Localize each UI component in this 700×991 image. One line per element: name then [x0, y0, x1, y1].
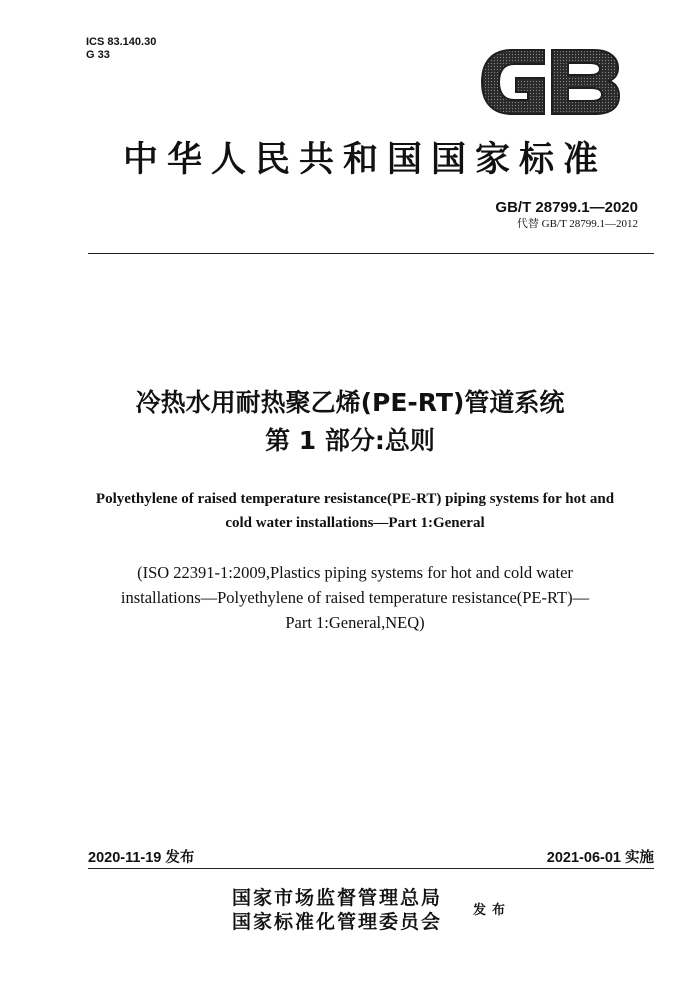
- chinese-title: [40, 384, 660, 460]
- gb-logo-icon: [478, 44, 622, 120]
- issuing-organizations: [232, 886, 442, 934]
- chinese-title-line1: 冷热水用耐热聚乙烯(PE-RT)管道系统: [135, 388, 565, 417]
- chinese-title-line2: 第 1 部分:总则: [265, 426, 435, 455]
- ccs-code: G 33: [86, 49, 110, 61]
- iso-reference-line1: (ISO 22391-1:2009,Plastics piping systems for hot and cold water: [137, 563, 573, 582]
- page-title: 中华人民共和国国家标准: [122, 139, 607, 180]
- publish-label: 发布: [473, 903, 512, 918]
- issuer-sac: 国家标准化管理委员会: [232, 911, 443, 933]
- standard-number: GB/T 28799.1—2020: [495, 199, 638, 216]
- bottom-divider: [88, 868, 654, 869]
- english-title: [40, 487, 670, 535]
- issuer-samr: 国家市场监督管理总局: [232, 887, 443, 909]
- english-title-line1: Polyethylene of raised temperature resistance(PE-RT) piping systems for hot and: [95, 491, 615, 507]
- iso-reference-line3: Part 1:General,NEQ): [285, 613, 425, 632]
- english-title-line2: cold water installations—Part 1:General: [225, 515, 485, 531]
- replaces-standard: 代替 GB/T 28799.1—2012: [516, 218, 638, 230]
- issue-date: 2020-11-19 发布: [88, 850, 195, 866]
- implementation-date: 2021-06-01 实施: [546, 850, 654, 866]
- ics-code: ICS 83.140.30: [86, 36, 157, 48]
- top-divider: [88, 253, 654, 254]
- classification-codes: [86, 36, 156, 62]
- iso-reference: [40, 560, 670, 635]
- iso-reference-line2: installations—Polyethylene of raised temperature resistance(PE-RT)—: [120, 588, 590, 607]
